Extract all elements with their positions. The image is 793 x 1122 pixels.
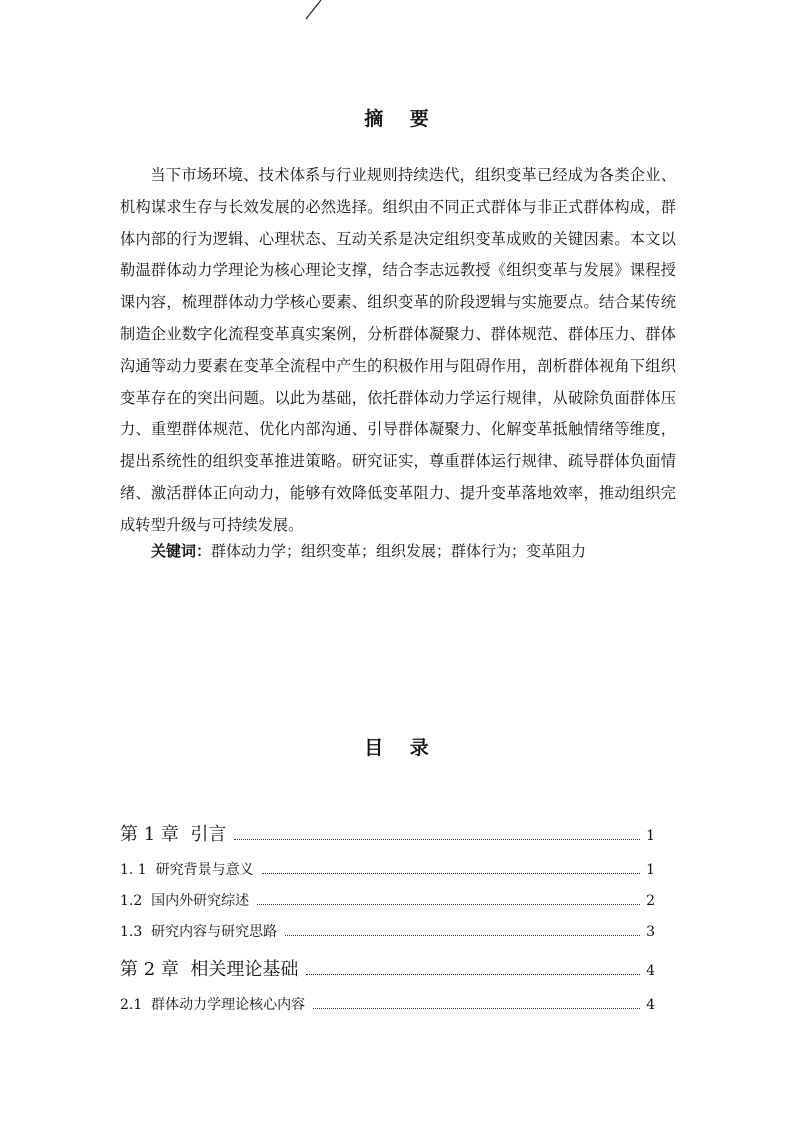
toc-entry-label: 相关理论基础 — [190, 959, 299, 980]
toc-entry-1-1[interactable] — [120, 859, 655, 879]
toc-entry-chapter-1[interactable] — [120, 820, 655, 846]
toc-entry-number: 1. 1 — [120, 862, 156, 878]
toc-entry-label: 研究背景与意义 — [155, 862, 254, 878]
toc-entry-page: 1 — [646, 828, 655, 844]
abstract-body: 当下市场环境、技术体系与行业规则持续迭代，组织变革已经成为各类企业、机构谋求生存与长效发展的必然选择。组织由不同正式群体与非正式群体构成，群体内部的行为逻辑、心理状态、互动关系是决定组织变革成败的关键因素。本文以勒温群体动力学理论为核心理论支撑，结合李志远教授《组织变革与发展》课程授课内容，梳理群体动力学核心要素、组织变革的阶段逻辑与实施要点。结合某传统制造企业数字化流程变革真实案例，分析群体凝聚力、群体规范、群体压力、群体沟通等动力要素在变革全流程中产生的积极作用与阻碍作用，剖析群体视角下组织变革存在的突出问题。以此为基础，依托群体动力学运行规律，从破除负面群体压力、重塑群体规范、优化内部沟通、引导群体凝聚力、化解变革抵触情绪等维度，提出系统性的组织变革推进策略。研究证实，尊重群体运行规律、疏导群体负面情绪、激活群体正向动力，能够有效降低变革阻力、提升变革落地效率，推动组织完成转型升级与可持续发展。 — [120, 166, 676, 534]
toc-leader-dots — [306, 973, 640, 975]
keywords-line — [151, 539, 586, 563]
toc-entry-chapter-2[interactable] — [120, 955, 655, 981]
toc-heading: 目 录 — [364, 737, 429, 759]
keywords-label: 关键词： — [151, 542, 212, 560]
toc-leader-dots — [285, 934, 640, 936]
keywords-text: 群体动力学；组织变革；组织发展；群体行为；变革阻力 — [211, 542, 587, 560]
toc-entry-page: 4 — [646, 997, 655, 1013]
toc-entry-label: 引言 — [190, 824, 227, 845]
toc-entry-page: 3 — [646, 924, 655, 940]
toc-entry-number: 1.2 — [120, 893, 152, 909]
toc-entry-label: 群体动力学理论核心内容 — [151, 997, 306, 1013]
toc-entry-page: 1 — [646, 862, 655, 878]
corner-mark-line — [300, 0, 330, 22]
toc-entry-label: 研究内容与研究思路 — [151, 924, 278, 940]
abstract-heading: 摘 要 — [364, 108, 429, 130]
toc-entry-number: 2.1 — [120, 997, 152, 1013]
toc-leader-dots — [262, 872, 640, 874]
toc-entry-1-2[interactable] — [120, 890, 655, 910]
toc-entry-number: 第 1 章 — [120, 824, 191, 845]
toc-entry-number: 第 2 章 — [120, 959, 191, 980]
toc-leader-dots — [257, 903, 640, 905]
toc-leader-dots — [234, 838, 640, 840]
toc-entry-number: 1.3 — [120, 924, 152, 940]
toc-entry-label: 国内外研究综述 — [151, 893, 250, 909]
toc-entry-page: 4 — [646, 963, 655, 979]
toc-entry-2-1[interactable] — [120, 994, 655, 1014]
toc-leader-dots — [313, 1007, 640, 1009]
toc-entry-1-3[interactable] — [120, 921, 655, 941]
toc-entry-page: 2 — [646, 893, 655, 909]
